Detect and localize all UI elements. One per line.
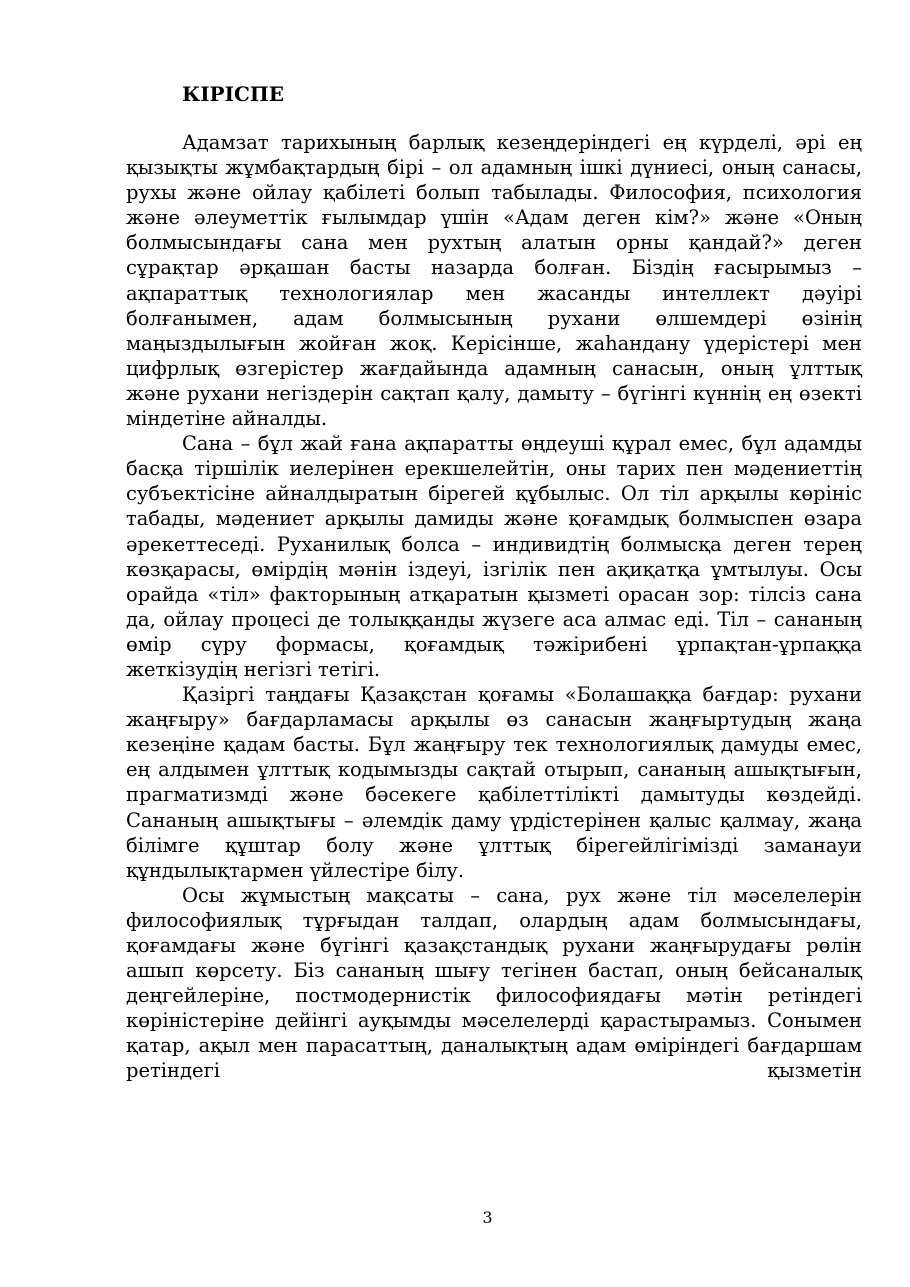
paragraph-2: Сана – бұл жай ғана ақпаратты өңдеуші құрал емес, бұл адамды басқа тіршілік иелерінен ерекшелейтін, оны тарих пен мәдениеттің субъектісіне айналдыратын бірегей құбылыс. Ол тіл арқылы көрініс табады, мәдениет арқылы дамиды және қоғамдық болмыспен өзара әрекеттеседі. Руханилық болса – индивидтің болмысқа деген терең көзқарасы, өмірдің мәнін іздеуі, ізгілік пен ақиқатқа ұмтылуы. Осы орайда «тіл» факторының атқаратын қызметі орасан зор: тілсіз сана да, ойлау процесі де толыққанды жүзеге аса алмас еді. Тіл – сананың өмір сүру формасы, қоғамдық тәжірибені ұрпақтан-ұрпаққа жеткізудің негізгі тетігі.	[126, 432, 862, 681]
section-heading: КІРІСПЕ	[182, 82, 284, 106]
paragraph-3: Қазіргі таңдағы Қазақстан қоғамы «Болашаққа бағдар: рухани жаңғыру» бағдарламасы арқылы өз санасын жаңғыртудың жаңа кезеңіне қадам басты. Бұл жаңғыру тек технологиялық дамуды емес, ең алдымен ұлттық кодымызды сақтай отырып, сананың ашықтығын, прагматизмді және бәсекеге қабілеттілікті дамытуды көздейді. Сананың ашықтығы – әлемдік даму үрдістерінен қалыс қалмау, жаңа білімге құштар болу және ұлттық бірегейлігімізді заманауи құндылықтармен үйлестіре білу.	[126, 683, 862, 882]
paragraph-1: Адамзат тарихының барлық кезеңдеріндегі ең күрделі, әрі ең қызықты жұмбақтардың бірі – ол адамның ішкі дүниесі, оның санасы, рухы және ойлау қабілеті болып табылады. Философия, психология және әлеуметтік ғылымдар үшін «Адам деген кім?» және «Оның болмысындағы сана мен рухтың алатын орны қандай?» деген сұрақтар әрқашан басты назарда болған. Біздің ғасырымыз – ақпараттық технологиялар мен жасанды интеллект дәуірі болғанымен, адам болмысының рухани өлшемдері өзінің маңыздылығын жойған жоқ. Керісінше, жаһандану үдерістері мен цифрлық өзгерістер жағдайында адамның санасын, оның ұлттық және рухани негіздерін сақтап қалу, дамыту – бүгінгі күннің ең өзекті міндетіне айналды.	[126, 131, 862, 431]
paragraph-4: Осы жұмыстың мақсаты – сана, рух және тіл мәселелерін философиялық тұрғыдан талдап, олардың адам болмысындағы, қоғамдағы және бүгінгі қазақстандық рухани жаңғырудағы рөлін ашып көрсету. Біз сананың шығу тегінен бастап, оның бейсаналық деңгейлеріне, постмодернистік философиядағы мәтін ретіндегі көріністеріне дейінгі ауқымды мәселелерді қарастырамыз. Сонымен қатар, ақыл мен парасаттың, даналықтың адам өміріндегі бағдаршам ретіндегі қызметін	[126, 883, 862, 1083]
document-page	[126, 80, 862, 1084]
page-number: 3	[482, 1208, 493, 1227]
